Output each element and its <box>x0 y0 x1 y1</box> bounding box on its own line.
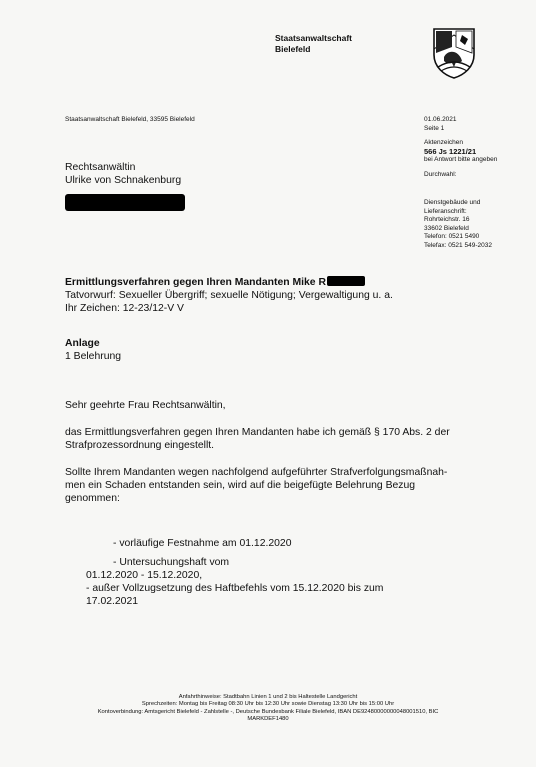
enclosure-item: 1 Belehrung <box>65 351 122 362</box>
contact-line-2: Lieferanschrift: <box>424 207 467 215</box>
paragraph-line: men ein Schaden entstanden sein, wird auf die beigefügte Belehrung Bezug <box>65 480 416 491</box>
paragraph-line: das Ermittlungsverfahren gegen Ihren Mandanten habe ich gemäß § 170 Abs. 2 der <box>65 427 450 438</box>
list-item-line: - Untersuchungshaft vom <box>113 557 230 568</box>
contact-block <box>424 199 532 251</box>
footer-directions: Anfahrthinweise: Stadtbahn Linien 1 und 2 bis Haltestelle Landgericht <box>178 694 358 700</box>
redacted-surname <box>327 276 365 286</box>
subject-title: Ermittlungsverfahren gegen Ihren Mandanten Mike R <box>65 277 326 288</box>
list-item-line: 01.12.2020 - 15.12.2020, <box>86 570 203 581</box>
contact-city: 33602 Bielefeld <box>424 224 469 232</box>
charge-line: Tatvorwurf: Sexueller Übergriff; sexuelle Nötigung; Vergewaltigung u. a. <box>65 290 393 301</box>
direct-dial-label: Durchwahl: <box>424 170 457 178</box>
contact-line-1: Dienstgebäude und <box>424 199 481 206</box>
contact-phone: Telefon: 0521 5490 <box>424 233 480 241</box>
letter-date: 01.06.2021 <box>424 116 457 123</box>
footer <box>30 694 506 724</box>
footer-bic: MARKDEF1480 <box>247 716 289 723</box>
footer-bank: Kontoverbindung: Amtsgericht Bielefeld - Zahlstelle -, Deutsche Bundesbank Filiale Bielefeld, IBAN DE92480000000048001510, BIC <box>97 708 439 715</box>
list-item-line: 17.02.2021 <box>86 596 139 607</box>
subject-block <box>65 276 505 315</box>
contact-street: Rohrteichstr. 16 <box>424 216 470 224</box>
letter-meta <box>424 116 532 180</box>
paragraph-dismissal <box>65 426 505 452</box>
recipient-address <box>65 161 181 187</box>
authority-name: Staatsanwaltschaft <box>275 33 352 43</box>
measures-list <box>86 537 473 614</box>
list-item <box>86 556 473 608</box>
authority-city: Bielefeld <box>275 43 311 54</box>
enclosure-heading: Anlage <box>65 338 100 349</box>
sender-return-address: Staatsanwaltschaft Bielefeld, 33595 Bielefeld <box>65 116 195 123</box>
file-number: 566 Js 1221/21 <box>424 146 477 156</box>
redacted-address <box>65 194 185 211</box>
file-number-label: Aktenzeichen <box>424 139 464 147</box>
list-item-line: - außer Vollzugsetzung des Haftbefehls vom 15.12.2020 bis zum <box>86 583 384 594</box>
authority-header <box>275 33 352 54</box>
recipient-name: Ulrike von Schnakenburg <box>65 175 182 186</box>
paragraph-line: genommen: <box>65 493 120 504</box>
recipient-title: Rechtsanwältin <box>65 162 136 173</box>
paragraph-line: Strafprozessordnung eingestellt. <box>65 440 215 451</box>
salutation: Sehr geehrte Frau Rechtsanwältin, <box>65 400 226 411</box>
contact-fax: Telefax: 0521 549-2032 <box>424 241 492 249</box>
paragraph-line: Sollte Ihrem Mandanten wegen nachfolgend aufgeführter Strafverfolgungsmaßnah- <box>65 467 448 478</box>
subject-line <box>65 276 505 289</box>
list-item: - vorläufige Festnahme am 01.12.2020 <box>113 538 292 549</box>
page-number: Seite 1 <box>424 124 445 132</box>
reference-line: Ihr Zeichen: 12-23/12-V V <box>65 303 184 314</box>
paragraph-damages <box>65 466 505 505</box>
nrw-coat-of-arms-icon <box>432 27 476 79</box>
footer-hours: Sprechzeiten: Montag bis Freitag 08:30 Uhr bis 12:30 Uhr sowie Dienstag 13:30 Uhr bis 15:00 Uhr <box>141 701 395 708</box>
enclosure-block <box>65 337 121 363</box>
file-number-note: bei Antwort bitte angeben <box>424 156 498 164</box>
